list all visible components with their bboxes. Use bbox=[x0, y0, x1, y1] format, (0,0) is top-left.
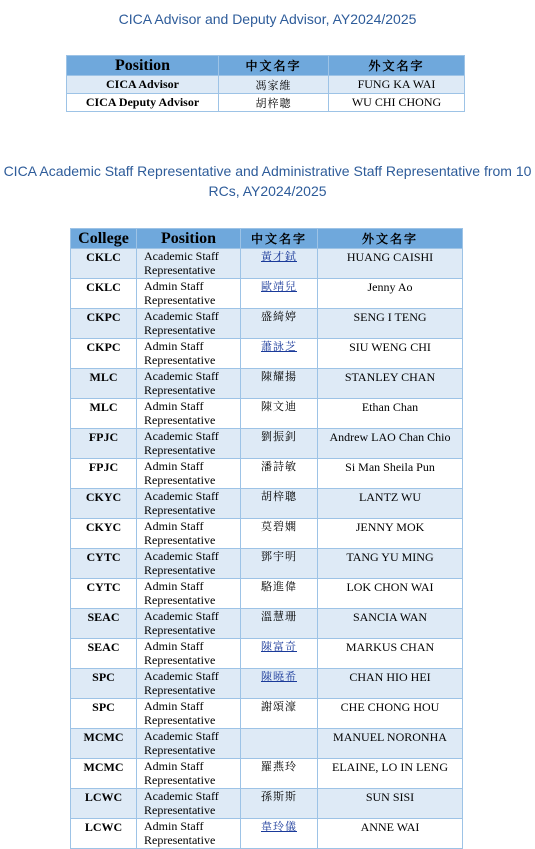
foreign-name-cell: Andrew LAO Chan Chio bbox=[318, 429, 463, 459]
table-row bbox=[67, 76, 465, 94]
college-cell: CKLC bbox=[71, 249, 137, 279]
staff-rep-table bbox=[70, 228, 463, 849]
table-row bbox=[71, 699, 463, 729]
chinese-name-cell bbox=[241, 339, 318, 369]
chinese-name-text[interactable]: 韋玲儀 bbox=[261, 820, 297, 833]
chinese-name-cell bbox=[241, 459, 318, 489]
foreign-name-cell: SANCIA WAN bbox=[318, 609, 463, 639]
table-row bbox=[71, 669, 463, 699]
table-row bbox=[71, 759, 463, 789]
chinese-name-cell bbox=[241, 639, 318, 669]
chinese-name-text: 駱進偉 bbox=[261, 580, 297, 593]
table-row bbox=[71, 789, 463, 819]
foreign-name-cell: ELAINE, LO IN LENG bbox=[318, 759, 463, 789]
chinese-name-text[interactable]: 蕭詠芝 bbox=[261, 340, 297, 353]
table-row bbox=[71, 429, 463, 459]
chinese-name-cell bbox=[241, 789, 318, 819]
chinese-name-cell bbox=[241, 309, 318, 339]
position-cell: Admin Staff Representative bbox=[137, 759, 241, 789]
chinese-name-text: 溫慧珊 bbox=[261, 610, 297, 623]
position-cell: Academic Staff Representative bbox=[137, 249, 241, 279]
college-cell: LCWC bbox=[71, 789, 137, 819]
foreign-name-cell: CHE CHONG HOU bbox=[318, 699, 463, 729]
table-row bbox=[71, 489, 463, 519]
table-row bbox=[71, 309, 463, 339]
foreign-name-cell: JENNY MOK bbox=[318, 519, 463, 549]
chinese-name-cell: 胡梓聰 bbox=[219, 94, 329, 112]
position-cell: CICA Advisor bbox=[67, 76, 219, 94]
position-cell: Academic Staff Representative bbox=[137, 729, 241, 759]
foreign-name-cell: WU CHI CHONG bbox=[329, 94, 465, 112]
college-cell: MLC bbox=[71, 399, 137, 429]
header-chinese-name: 中文名字 bbox=[241, 229, 318, 249]
college-cell: FPJC bbox=[71, 459, 137, 489]
college-cell: MLC bbox=[71, 369, 137, 399]
college-cell: LCWC bbox=[71, 819, 137, 849]
header-college: College bbox=[71, 229, 137, 249]
position-cell: Admin Staff Representative bbox=[137, 819, 241, 849]
staff-rep-section-heading: CICA Academic Staff Representative and Administrative Staff Representative from 10 RCs, AY2024/2025 bbox=[3, 163, 532, 199]
table-row bbox=[71, 249, 463, 279]
staff-rep-table-header bbox=[71, 229, 463, 249]
chinese-name-text[interactable]: 歐靖兒 bbox=[261, 280, 297, 293]
foreign-name-cell: SENG I TENG bbox=[318, 309, 463, 339]
header-chinese-name: 中文名字 bbox=[219, 56, 329, 76]
position-cell: Admin Staff Representative bbox=[137, 579, 241, 609]
chinese-name-cell bbox=[241, 579, 318, 609]
foreign-name-cell: LOK CHON WAI bbox=[318, 579, 463, 609]
foreign-name-cell: HUANG CAISHI bbox=[318, 249, 463, 279]
position-cell: Academic Staff Representative bbox=[137, 309, 241, 339]
position-cell: Academic Staff Representative bbox=[137, 369, 241, 399]
position-cell: Academic Staff Representative bbox=[137, 429, 241, 459]
college-cell: SPC bbox=[71, 699, 137, 729]
position-cell: Admin Staff Representative bbox=[137, 459, 241, 489]
position-cell: Academic Staff Representative bbox=[137, 789, 241, 819]
position-cell: Academic Staff Representative bbox=[137, 669, 241, 699]
foreign-name-cell: Si Man Sheila Pun bbox=[318, 459, 463, 489]
table-row bbox=[71, 399, 463, 429]
foreign-name-cell: FUNG KA WAI bbox=[329, 76, 465, 94]
chinese-name-text: 莫碧嫻 bbox=[261, 520, 297, 533]
foreign-name-cell: MARKUS CHAN bbox=[318, 639, 463, 669]
chinese-name-cell bbox=[241, 489, 318, 519]
college-cell: SPC bbox=[71, 669, 137, 699]
chinese-name-cell bbox=[241, 819, 318, 849]
position-cell: CICA Deputy Advisor bbox=[67, 94, 219, 112]
table-row bbox=[71, 639, 463, 669]
foreign-name-cell: ANNE WAI bbox=[318, 819, 463, 849]
chinese-name-text: 劉振釗 bbox=[261, 430, 297, 443]
table-row bbox=[71, 549, 463, 579]
foreign-name-cell: STANLEY CHAN bbox=[318, 369, 463, 399]
table-row bbox=[71, 369, 463, 399]
college-cell: CYTC bbox=[71, 579, 137, 609]
college-cell: FPJC bbox=[71, 429, 137, 459]
foreign-name-cell: CHAN HIO HEI bbox=[318, 669, 463, 699]
chinese-name-text: 羅燕玲 bbox=[261, 760, 297, 773]
foreign-name-cell: Jenny Ao bbox=[318, 279, 463, 309]
chinese-name-cell bbox=[241, 399, 318, 429]
college-cell: CKPC bbox=[71, 309, 137, 339]
table-row bbox=[71, 579, 463, 609]
foreign-name-cell: SIU WENG CHI bbox=[318, 339, 463, 369]
position-cell: Academic Staff Representative bbox=[137, 489, 241, 519]
college-cell: CKYC bbox=[71, 489, 137, 519]
chinese-name-cell bbox=[241, 609, 318, 639]
header-foreign-name: 外文名字 bbox=[329, 56, 465, 76]
chinese-name-cell: 馮家維 bbox=[219, 76, 329, 94]
foreign-name-cell: TANG YU MING bbox=[318, 549, 463, 579]
college-cell: MCMC bbox=[71, 759, 137, 789]
chinese-name-cell bbox=[241, 519, 318, 549]
chinese-name-cell bbox=[241, 369, 318, 399]
chinese-name-cell bbox=[241, 549, 318, 579]
chinese-name-text[interactable]: 陳富奇 bbox=[261, 640, 297, 653]
chinese-name-text[interactable]: 陳曉希 bbox=[261, 670, 297, 683]
advisor-section-heading: CICA Advisor and Deputy Advisor, AY2024/2025 bbox=[118, 11, 417, 27]
table-row bbox=[67, 94, 465, 112]
chinese-name-cell bbox=[241, 249, 318, 279]
chinese-name-cell bbox=[241, 279, 318, 309]
college-cell: CKPC bbox=[71, 339, 137, 369]
position-cell: Admin Staff Representative bbox=[137, 519, 241, 549]
chinese-name-cell bbox=[241, 669, 318, 699]
foreign-name-cell: SUN SISI bbox=[318, 789, 463, 819]
college-cell: CYTC bbox=[71, 549, 137, 579]
position-cell: Academic Staff Representative bbox=[137, 609, 241, 639]
advisor-table bbox=[66, 55, 465, 112]
chinese-name-cell bbox=[241, 759, 318, 789]
college-cell: SEAC bbox=[71, 639, 137, 669]
college-cell: CKLC bbox=[71, 279, 137, 309]
position-cell: Admin Staff Representative bbox=[137, 339, 241, 369]
foreign-name-cell: Ethan Chan bbox=[318, 399, 463, 429]
chinese-name-text: 陳耀揚 bbox=[261, 370, 297, 383]
foreign-name-cell: MANUEL NORONHA bbox=[318, 729, 463, 759]
chinese-name-text: 鄧宇明 bbox=[261, 550, 297, 563]
header-position: Position bbox=[67, 56, 219, 76]
table-row bbox=[71, 819, 463, 849]
table-row bbox=[71, 609, 463, 639]
chinese-name-cell bbox=[241, 729, 318, 759]
header-position: Position bbox=[137, 229, 241, 249]
table-row bbox=[71, 459, 463, 489]
college-cell: MCMC bbox=[71, 729, 137, 759]
position-cell: Admin Staff Representative bbox=[137, 699, 241, 729]
chinese-name-text: 謝頌濠 bbox=[261, 700, 297, 713]
chinese-name-text: 孫斯斯 bbox=[261, 790, 297, 803]
chinese-name-text[interactable]: 黃才鉽 bbox=[261, 250, 297, 263]
position-cell: Admin Staff Representative bbox=[137, 399, 241, 429]
college-cell: SEAC bbox=[71, 609, 137, 639]
chinese-name-text: 潘詩敏 bbox=[261, 460, 297, 473]
position-cell: Admin Staff Representative bbox=[137, 639, 241, 669]
table-row bbox=[71, 279, 463, 309]
advisor-table-header bbox=[67, 56, 465, 76]
position-cell: Academic Staff Representative bbox=[137, 549, 241, 579]
college-cell: CKYC bbox=[71, 519, 137, 549]
position-cell: Admin Staff Representative bbox=[137, 279, 241, 309]
table-row bbox=[71, 729, 463, 759]
table-row bbox=[71, 519, 463, 549]
chinese-name-text: 盛綺婷 bbox=[261, 310, 297, 323]
table-row bbox=[71, 339, 463, 369]
chinese-name-text: 陳文迪 bbox=[261, 400, 297, 413]
chinese-name-cell bbox=[241, 429, 318, 459]
foreign-name-cell: LANTZ WU bbox=[318, 489, 463, 519]
chinese-name-text: 胡梓聰 bbox=[261, 490, 297, 503]
chinese-name-cell bbox=[241, 699, 318, 729]
header-foreign-name: 外文名字 bbox=[318, 229, 463, 249]
